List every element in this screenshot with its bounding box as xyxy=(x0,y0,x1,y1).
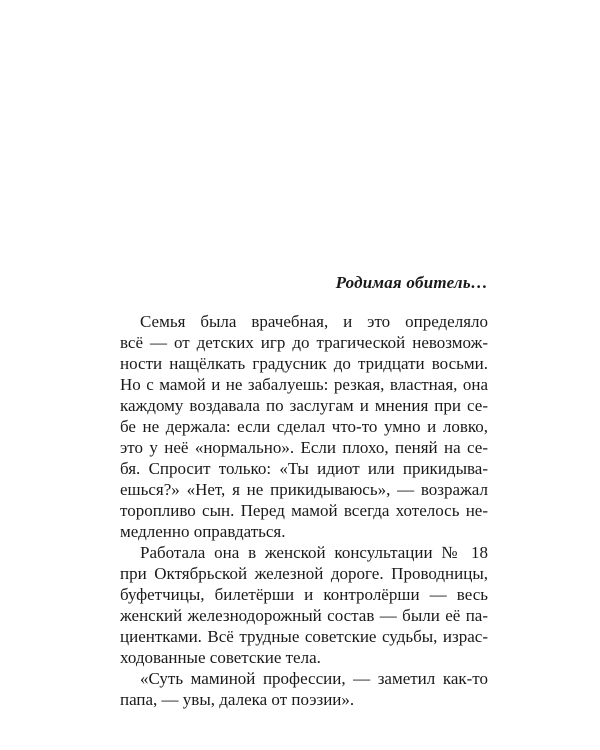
text-line: «Суть маминой профессии, — заметил как-то xyxy=(140,669,488,688)
text-line: при Октябрьской железной дороге. Проводницы, xyxy=(120,564,488,583)
text-line: всё — от детских игр до трагической невозмож- xyxy=(120,333,488,352)
text-line: медленно оправдаться. xyxy=(120,522,286,541)
text-line: папа, — увы, далека от поэзии». xyxy=(120,690,355,709)
text-line: бя. Спросит только: «Ты идиот или прикидыва- xyxy=(120,459,488,478)
text-line: ешься?» «Нет, я не прикидываюсь», — возражал xyxy=(120,480,488,499)
text-line: ности нащёлкать градусник до тридцати восьми. xyxy=(120,354,488,373)
text-line: каждому воздавала по заслугам и мнения при се- xyxy=(120,396,488,415)
text-line: бе не держала: если сделал что-то умно и ловко, xyxy=(120,417,488,436)
chapter-heading: Родимая обитель… xyxy=(335,273,488,292)
text-line: Семья была врачебная, и это определяло xyxy=(140,312,488,331)
text-line: Но с мамой и не забалуешь: резкая, властная, она xyxy=(120,375,488,394)
text-line: торопливо сын. Перед мамой всегда хотелось не- xyxy=(120,501,488,520)
text-line: женский железнодорожный состав — были её па- xyxy=(120,606,488,625)
text-line: ходованные советские тела. xyxy=(120,648,321,667)
text-line: буфетчицы, билетёрши и контролёрши — весь xyxy=(120,585,488,604)
text-line: циентками. Всё трудные советские судьбы, израс- xyxy=(120,627,488,646)
text-line: Работала она в женской консультации № 18 xyxy=(140,543,488,562)
text-line: это у неё «нормально». Если плохо, пеняй на се- xyxy=(120,438,488,457)
